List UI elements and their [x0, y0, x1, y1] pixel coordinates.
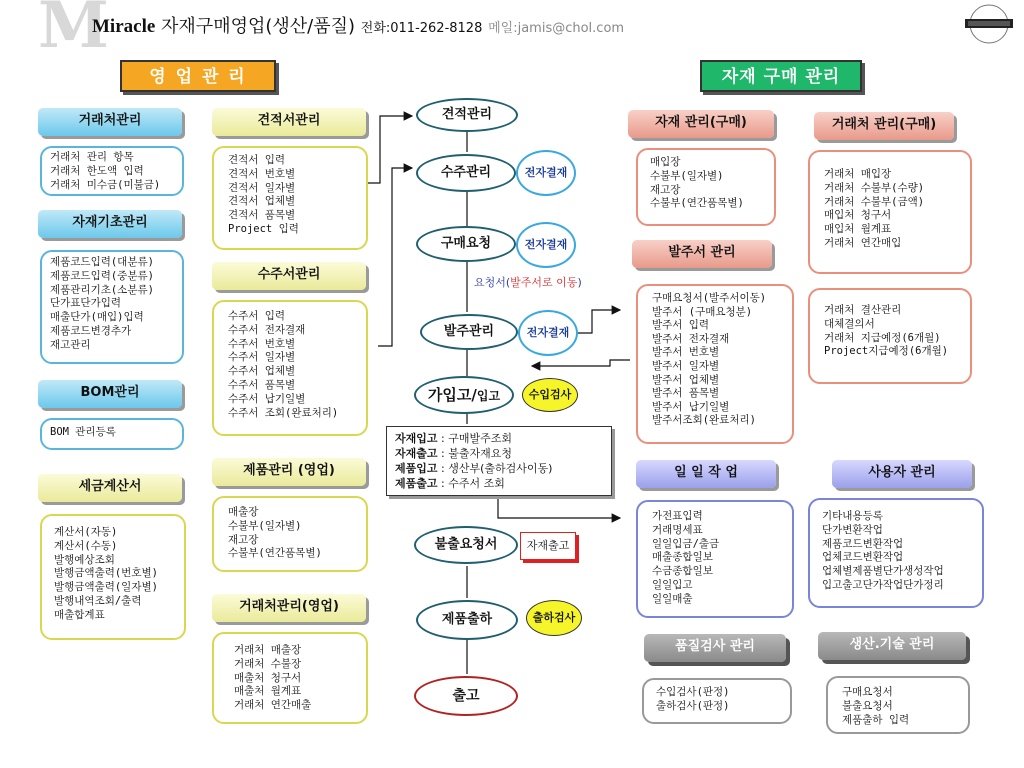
list-item[interactable]: 발행예상조회 — [54, 553, 115, 566]
flow-release[interactable]: 출고 — [414, 676, 518, 716]
list-item[interactable]: 매입처 청구서 — [824, 209, 892, 222]
client-purchase-header[interactable]: 거래처 관리(구매) — [814, 112, 954, 140]
list-item[interactable]: 수불부(연간품목별) — [228, 547, 322, 560]
quality-header[interactable]: 품질검사 관리 — [644, 634, 786, 662]
tax-invoice-list — [40, 514, 186, 640]
list-item[interactable]: 계산서(자동) — [54, 526, 118, 538]
list-item[interactable]: 대체결의서 — [824, 317, 875, 330]
client-mgmt-list — [40, 146, 184, 196]
io-sep: : — [437, 432, 449, 445]
list-item[interactable]: 거래처 매입장 — [824, 168, 892, 180]
list-item[interactable]: 매출처 월계표 — [234, 685, 302, 698]
io-row[interactable] — [395, 461, 603, 476]
product-sales-header[interactable]: 제품관리 (영업) — [212, 458, 366, 486]
request-note — [474, 274, 582, 290]
material-out-tag[interactable]: 자재출고 — [520, 532, 576, 560]
production-list — [826, 676, 970, 734]
list-item[interactable]: 발주서 번호별 — [652, 346, 720, 359]
list-item[interactable]: 제품출하 입력 — [842, 713, 910, 726]
io-value: 수주서 조회 — [448, 477, 505, 490]
io-sep: : — [437, 462, 449, 475]
daily-work-header[interactable]: 일 일 작 업 — [636, 460, 776, 488]
list-item[interactable]: 거래처 결산관리 — [824, 304, 902, 316]
client-sales-list — [212, 632, 368, 724]
list-item[interactable]: 견적서 업체별 — [228, 195, 296, 208]
io-label: 제품출고 — [395, 477, 438, 490]
list-item[interactable]: 매출처 청구서 — [234, 671, 302, 684]
list-item[interactable]: 매출장 — [228, 506, 259, 518]
daily-work-list — [636, 500, 794, 618]
list-item[interactable]: 매출종합일보 — [652, 551, 713, 564]
flow-order[interactable]: 수주관리 — [416, 154, 516, 192]
quote-mgmt-header[interactable]: 견적서관리 — [212, 108, 366, 136]
list-item[interactable]: 발주서 업체별 — [652, 373, 720, 386]
list-item[interactable]: 매입장 — [650, 156, 681, 168]
list-item[interactable]: 업체별제품별단가생성작업 — [822, 565, 944, 578]
list-item[interactable]: 구매요청서(발주서이동) — [652, 292, 767, 304]
list-item[interactable]: 수입검사(판정) — [656, 686, 730, 698]
io-value: 구매발주조회 — [448, 432, 512, 445]
list-item[interactable]: 입고출고단가작업단가정리 — [822, 578, 944, 591]
list-item[interactable]: 발주서 (구매요청분) — [652, 305, 753, 318]
list-item[interactable]: 발행내역조회/출력 — [54, 594, 142, 607]
list-item[interactable]: 발주서 전자결재 — [652, 332, 730, 345]
incoming-inspect-circle[interactable]: 수입검사 — [522, 378, 578, 412]
list-item[interactable]: 수불부(일자별) — [650, 169, 724, 182]
io-label: 자재출고 — [395, 447, 438, 460]
list-item[interactable]: 수금종합일보 — [652, 565, 713, 578]
list-item[interactable]: 수주서 일자별 — [228, 351, 296, 364]
list-item[interactable]: 견적서 번호별 — [228, 167, 296, 180]
io-label: 제품입고 — [395, 462, 438, 475]
list-item[interactable]: 업체코드변환작업 — [822, 551, 904, 564]
quote-mgmt-list — [212, 146, 368, 250]
list-item[interactable]: 가전표입력 — [652, 510, 703, 522]
list-item[interactable]: 발행금액출력(번호별) — [54, 567, 158, 580]
list-item[interactable]: 거래처 미수금(미불금) — [50, 178, 161, 191]
flow-receipt-main: 가입고/ — [427, 386, 477, 404]
list-item[interactable]: 일일매출 — [652, 592, 693, 605]
list-item[interactable]: 구매요청서 — [842, 686, 893, 698]
flow-receipt[interactable] — [414, 376, 514, 414]
list-item[interactable]: 발주서 납기일별 — [652, 400, 730, 413]
list-item[interactable]: 수주서 납기일별 — [228, 392, 306, 405]
product-sales-list — [212, 496, 368, 572]
list-item[interactable]: BOM 관리등록 — [50, 426, 116, 438]
list-item[interactable]: 제품코드변환작업 — [822, 537, 904, 550]
bom-header[interactable]: BOM관리 — [38, 380, 182, 408]
list-item[interactable]: 수주서 품목별 — [228, 378, 296, 391]
list-item[interactable]: 제품관리기초(소분류) — [50, 283, 154, 296]
tax-invoice-header[interactable]: 세금계산서 — [38, 474, 182, 502]
list-item[interactable]: 일일입금/출금 — [652, 537, 720, 550]
list-item[interactable]: 거래처 매출장 — [234, 644, 302, 656]
user-mgmt-header[interactable]: 사용자 관리 — [832, 460, 972, 488]
list-item[interactable]: 견적서 일자별 — [228, 181, 296, 194]
list-item[interactable]: 견적서 품목별 — [228, 209, 296, 222]
list-item[interactable]: 재고장 — [228, 533, 259, 546]
order-mgmt-header[interactable]: 수주서관리 — [212, 262, 366, 290]
list-item[interactable]: 수주서 전자결재 — [228, 323, 306, 336]
flow-shipment[interactable]: 제품출하 — [416, 600, 518, 640]
list-item[interactable]: 단가표단가입력 — [50, 297, 122, 310]
io-label: 자재입고 — [395, 432, 438, 445]
io-box — [386, 426, 612, 496]
list-item[interactable]: 거래처 수불부(수량) — [824, 181, 925, 194]
list-item[interactable]: 발주서 입력 — [652, 319, 710, 332]
flow-quote[interactable]: 견적관리 — [416, 98, 518, 132]
list-item[interactable]: 수불부(일자별) — [228, 519, 302, 532]
io-value: 불출자재요청 — [448, 447, 512, 460]
brand-name: Miracle — [92, 16, 156, 37]
approval-circle-order[interactable]: 전자결재 — [516, 150, 576, 196]
list-item[interactable]: 제품코드변경추가 — [50, 324, 132, 337]
list-item[interactable]: 거래처 한도액 입력 — [50, 164, 144, 177]
client-sales-header[interactable]: 거래처관리(영업) — [212, 594, 366, 622]
request-note-target: 발주서로 이동 — [510, 276, 578, 289]
list-item[interactable]: 발주서 품목별 — [652, 387, 720, 400]
outgoing-inspect-circle[interactable]: 출하검사 — [526, 600, 582, 636]
list-item[interactable]: 발주서 일자별 — [652, 359, 720, 372]
list-item[interactable]: 재고장 — [650, 183, 681, 196]
io-sep: : — [437, 477, 449, 490]
material-purchase-list — [636, 148, 776, 226]
list-item[interactable]: 매출합계표 — [54, 608, 105, 621]
list-item[interactable]: 수불부(연간품목별) — [650, 197, 744, 210]
list-item[interactable]: 단가변환작업 — [822, 523, 883, 536]
io-row[interactable] — [395, 431, 603, 446]
user-mgmt-list — [808, 498, 984, 608]
list-item[interactable]: 거래처 수불부(금액) — [824, 195, 925, 208]
email-text: 메일:jamis@chol.com — [488, 21, 625, 36]
purchase-section-button[interactable]: 자재 구매 관리 — [700, 60, 862, 92]
title-text: 자재구매영업(생산/품질) — [161, 16, 356, 37]
settlement-list — [808, 288, 972, 384]
list-item[interactable]: 재고관리 — [50, 338, 91, 351]
list-item[interactable]: 계산서(수동) — [54, 539, 118, 552]
list-item[interactable]: 일일입고 — [652, 578, 693, 591]
request-note-prefix: 요청서( — [474, 276, 511, 289]
list-item[interactable]: 거래처 관리 항목 — [50, 151, 134, 163]
io-value: 생산부(출하검사이동) — [448, 462, 553, 475]
list-item[interactable]: 매입처 월계표 — [824, 223, 892, 236]
material-base-list — [40, 250, 184, 364]
list-item[interactable]: 발행금액출력(일자별) — [54, 581, 158, 594]
order-mgmt-list — [212, 300, 368, 436]
flow-purchase-request[interactable]: 구매요청 — [416, 226, 516, 262]
io-row[interactable] — [395, 476, 603, 491]
po-mgmt-list — [636, 284, 794, 444]
list-item[interactable]: 기타내용등록 — [822, 510, 883, 522]
po-mgmt-header[interactable]: 발주서 관리 — [632, 240, 772, 268]
flow-delivery-request[interactable]: 불출요청서 — [414, 526, 518, 564]
list-item[interactable]: 수주서 번호별 — [228, 337, 296, 350]
bom-list — [40, 418, 184, 450]
io-sep: : — [437, 447, 449, 460]
approval-circle-purchase[interactable]: 전자결재 — [516, 222, 576, 268]
quality-list — [642, 678, 792, 724]
list-item[interactable]: 제품코드입력(중분류) — [50, 269, 154, 282]
sales-section-button[interactable]: 영 업 관 리 — [120, 60, 276, 92]
request-note-suffix: ) — [577, 276, 582, 289]
client-purchase-list — [808, 150, 972, 274]
io-row[interactable] — [395, 446, 603, 461]
list-item[interactable]: Project지급예정(6개월) — [824, 345, 949, 358]
material-purchase-header[interactable]: 자재 관리(구매) — [628, 110, 774, 138]
list-item[interactable]: 발주서조회(완료처리) — [652, 414, 756, 427]
client-mgmt-header[interactable]: 거래처관리 — [38, 108, 182, 136]
list-item[interactable]: 수주서 입력 — [228, 310, 286, 322]
brand-watermark-letter: M — [38, 0, 109, 63]
list-item[interactable]: 거래처 수불장 — [234, 657, 302, 670]
list-item[interactable]: 불출요청서 — [842, 699, 893, 712]
material-base-header[interactable]: 자재기초관리 — [38, 210, 182, 238]
flow-po[interactable]: 발주관리 — [420, 314, 518, 350]
list-item[interactable]: 거래처 지급예정(6개월) — [824, 331, 941, 344]
list-item[interactable]: 견적서 입력 — [228, 154, 286, 166]
list-item[interactable]: 수주서 업체별 — [228, 365, 296, 378]
production-header[interactable]: 생산.기술 관리 — [818, 632, 966, 660]
list-item[interactable]: 수주서 조회(완료처리) — [228, 406, 339, 419]
list-item[interactable]: 매출단가(매입)입력 — [50, 311, 144, 324]
flow-receipt-sub: 입고 — [476, 389, 501, 403]
phone-text: 전화:011-262-8128 — [360, 21, 483, 36]
list-item[interactable]: 거래처 연간매입 — [824, 236, 902, 249]
list-item[interactable]: 제품코드입력(대분류) — [50, 256, 154, 268]
list-item[interactable]: 거래명세표 — [652, 523, 703, 536]
list-item[interactable]: 출하검사(판정) — [656, 699, 730, 712]
list-item[interactable]: Project 입력 — [228, 222, 299, 235]
approval-circle-po[interactable]: 전자결재 — [518, 310, 578, 356]
list-item[interactable]: 거래처 연간매출 — [234, 699, 312, 712]
